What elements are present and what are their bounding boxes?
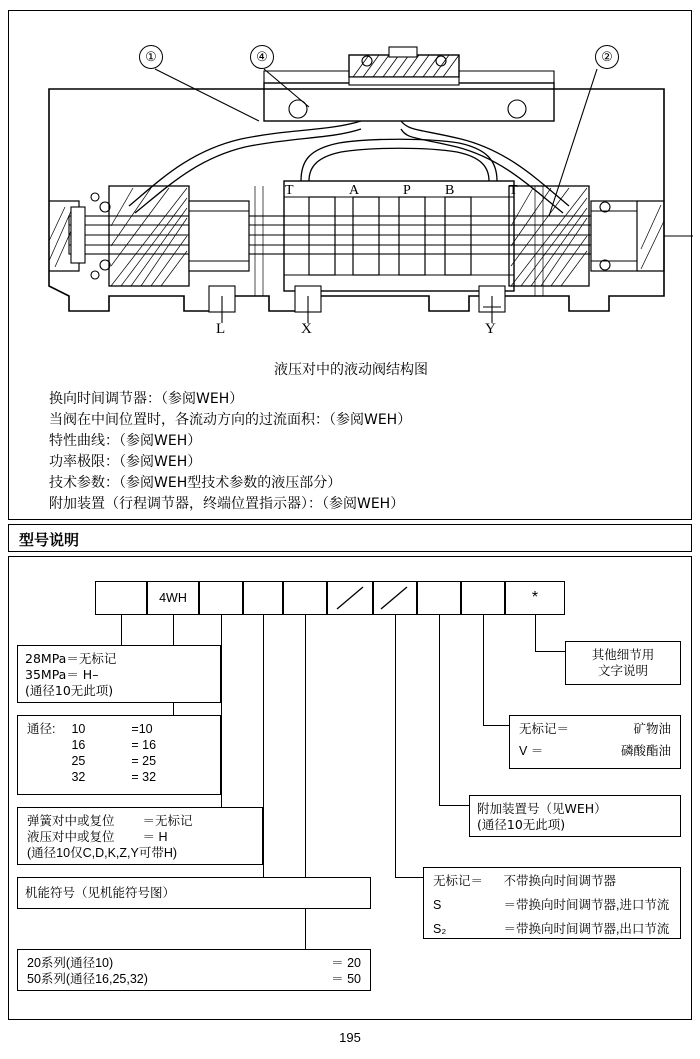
spec-item: 特性曲线：（参阅WEH） bbox=[49, 433, 202, 449]
spec-item: 附加装置（行程调节器，终端位置指示器）：（参阅WEH） bbox=[49, 496, 405, 512]
leader-line bbox=[263, 615, 264, 893]
box-series: 20系列(通径10) ＝ 20 50系列(通径16,25,32) ＝ 50 bbox=[17, 949, 371, 991]
box-nominal-size: 通径: 10 =10 16 = 16 25 = 25 32 = 32 bbox=[17, 715, 221, 795]
code-cell-4 bbox=[283, 581, 327, 615]
port-label-A: A bbox=[349, 183, 360, 198]
box-attachment-number: 附加装置号（见WEH） (通径10无此项) bbox=[469, 795, 681, 837]
leader-line bbox=[305, 615, 306, 967]
code-cell-1: 4WH bbox=[147, 581, 199, 615]
code-cell-0 bbox=[95, 581, 147, 615]
code-cell-7 bbox=[417, 581, 461, 615]
model-code-frame bbox=[8, 556, 692, 1020]
port-label-L: L bbox=[216, 321, 226, 337]
leader-line bbox=[221, 615, 222, 821]
spec-item: 功率极限：（参阅WEH） bbox=[49, 454, 202, 470]
section-title: 型号说明 bbox=[19, 531, 80, 549]
port-label-X: X bbox=[301, 321, 312, 337]
callout-2: ② bbox=[595, 45, 619, 69]
leader-line bbox=[395, 877, 423, 878]
code-cell-3 bbox=[243, 581, 283, 615]
port-label-Y: Y bbox=[485, 321, 496, 337]
box-pressure-rating: 28MPa＝无标记 35MPa＝ H– (通径10无此项) bbox=[17, 645, 221, 703]
port-label-P: P bbox=[403, 183, 411, 198]
page-number: 195 bbox=[339, 1030, 361, 1045]
box-other-details: 其他细节用 文字说明 bbox=[565, 641, 681, 685]
figure-frame bbox=[8, 10, 692, 520]
code-cell-2 bbox=[199, 581, 243, 615]
leader-line bbox=[439, 615, 440, 805]
spec-list bbox=[49, 389, 411, 515]
section-header-bar bbox=[8, 524, 692, 552]
spec-item: 技术参数：（参阅WEH型技术参数的液压部分） bbox=[49, 475, 342, 491]
leader-line bbox=[395, 615, 396, 877]
port-label-T-left: T bbox=[285, 183, 294, 198]
leader-line bbox=[439, 805, 469, 806]
code-cell-8 bbox=[461, 581, 505, 615]
model-code-diagram bbox=[9, 557, 693, 1021]
valve-cross-section-drawing bbox=[9, 11, 693, 341]
size-label: 通径: bbox=[27, 722, 56, 736]
leader-line bbox=[535, 651, 565, 652]
leader-line bbox=[483, 725, 509, 726]
box-function-symbol: 机能符号（见机能符号图） bbox=[17, 877, 371, 909]
box-fluid-type: 无标记＝ 矿物油 V ＝ 磷酸酯油 bbox=[509, 715, 681, 769]
code-cell-asterisk: * bbox=[505, 581, 565, 615]
callout-4: ④ bbox=[250, 45, 274, 69]
port-label-T-right: T bbox=[509, 183, 518, 198]
spec-item: 换向时间调节器：（参阅WEH） bbox=[49, 391, 244, 407]
leader-line bbox=[535, 615, 536, 651]
box-centering-reset: 弹簧对中或复位 ＝无标记 液压对中或复位 ＝ H (通径10仅C,D,K,Z,Y可带H) bbox=[17, 807, 263, 865]
leader-line bbox=[483, 615, 484, 725]
valve-svg bbox=[9, 11, 693, 341]
callout-1: ① bbox=[139, 45, 163, 69]
code-separator-slashes bbox=[327, 581, 417, 615]
box-throttle-option: 无标记＝ 不带换向时间调节器 S ＝带换向时间调节器,进口节流 S₂ ＝带换向时间调节器,出口节流 bbox=[423, 867, 681, 939]
figure-caption: 液压对中的液动阀结构图 bbox=[274, 362, 428, 378]
port-label-B: B bbox=[445, 183, 455, 198]
spec-item: 当阀在中间位置时，各流动方向的过流面积：（参阅WEH） bbox=[49, 412, 412, 428]
